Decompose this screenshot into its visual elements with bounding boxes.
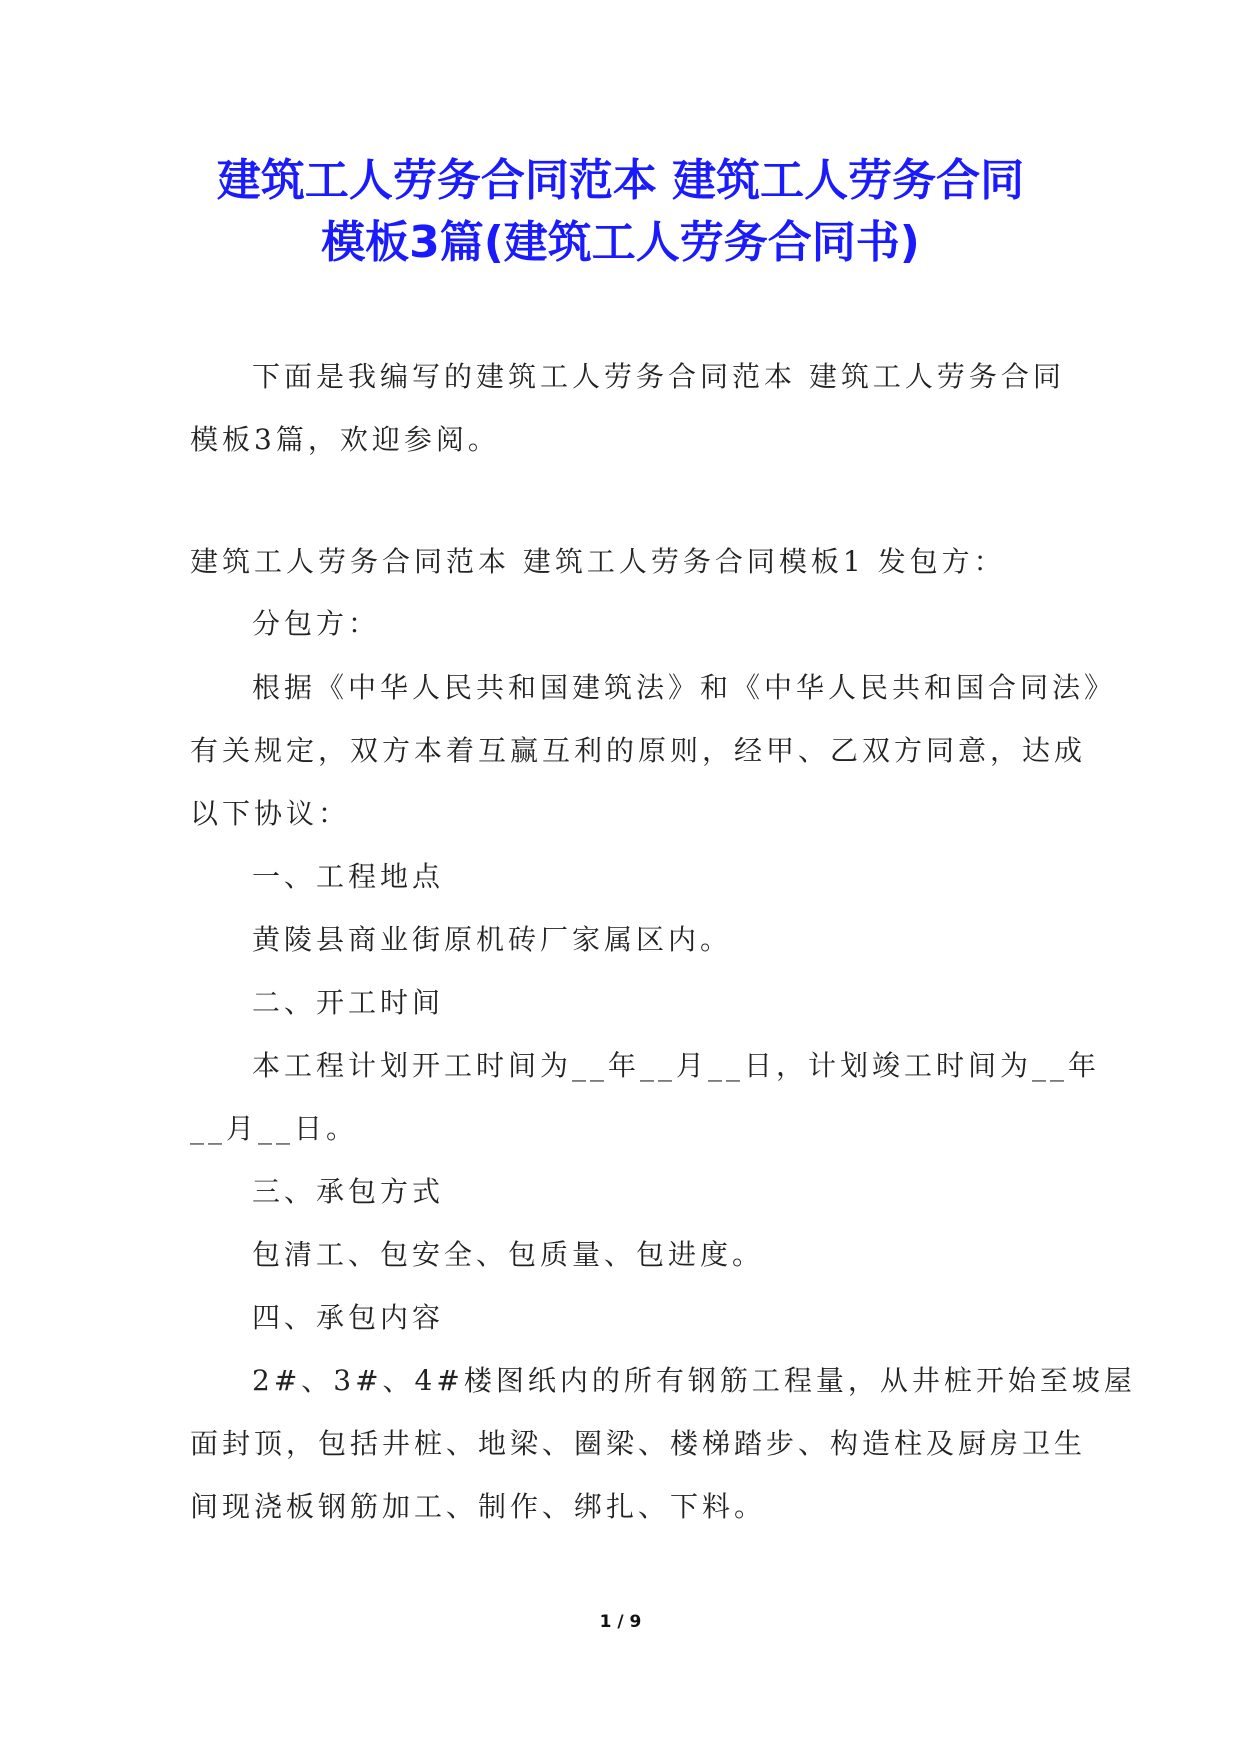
section-heading-4: 四、承包内容 (252, 1301, 445, 1334)
document-title (150, 150, 1091, 274)
template-heading: 建筑工人劳务合同范本 建筑工人劳务合同模板1 发包方： (190, 545, 1006, 578)
paragraph-line: 间现浇板钢筋加工、制作、绑扎、下料。 (190, 1490, 767, 1523)
paragraph-line: 本工程计划开工时间为__年__月__日，计划竣工时间为__年 (252, 1049, 1101, 1082)
paragraph-line: 黄陵县商业街原机砖厂家属区内。 (252, 923, 733, 956)
paragraph-line: 面封顶，包括井桩、地梁、圈梁、楼梯踏步、构造柱及厨房卫生 (190, 1427, 1087, 1460)
subcontractor-line: 分包方： (252, 607, 381, 640)
intro-line-1: 下面是我编写的建筑工人劳务合同范本 建筑工人劳务合同 (252, 360, 1065, 393)
intro-line-2: 模板3篇，欢迎参阅。 (190, 423, 500, 456)
paragraph-line: __月__日。 (190, 1112, 359, 1145)
section-heading-1: 一、工程地点 (252, 860, 445, 893)
title-line-1: 建筑工人劳务合同范本 建筑工人劳务合同 (216, 155, 1025, 206)
title-line-2: 模板3篇(建筑工人劳务合同书) (321, 217, 920, 268)
section-heading-2: 二、开工时间 (252, 986, 445, 1019)
paragraph-line: 包清工、包安全、包质量、包进度。 (252, 1238, 765, 1271)
paragraph-line: 根据《中华人民共和国建筑法》和《中华人民共和国合同法》 (252, 671, 1117, 704)
paragraph-line: 有关规定，双方本着互赢互利的原则，经甲、乙双方同意，达成 (190, 734, 1087, 767)
paragraph-line: 以下协议： (190, 797, 351, 830)
paragraph-line: 2#、3#、4#楼图纸内的所有钢筋工程量，从井桩开始至坡屋 (252, 1364, 1136, 1397)
section-heading-3: 三、承包方式 (252, 1175, 445, 1208)
page-number: 1 / 9 (599, 1612, 642, 1632)
